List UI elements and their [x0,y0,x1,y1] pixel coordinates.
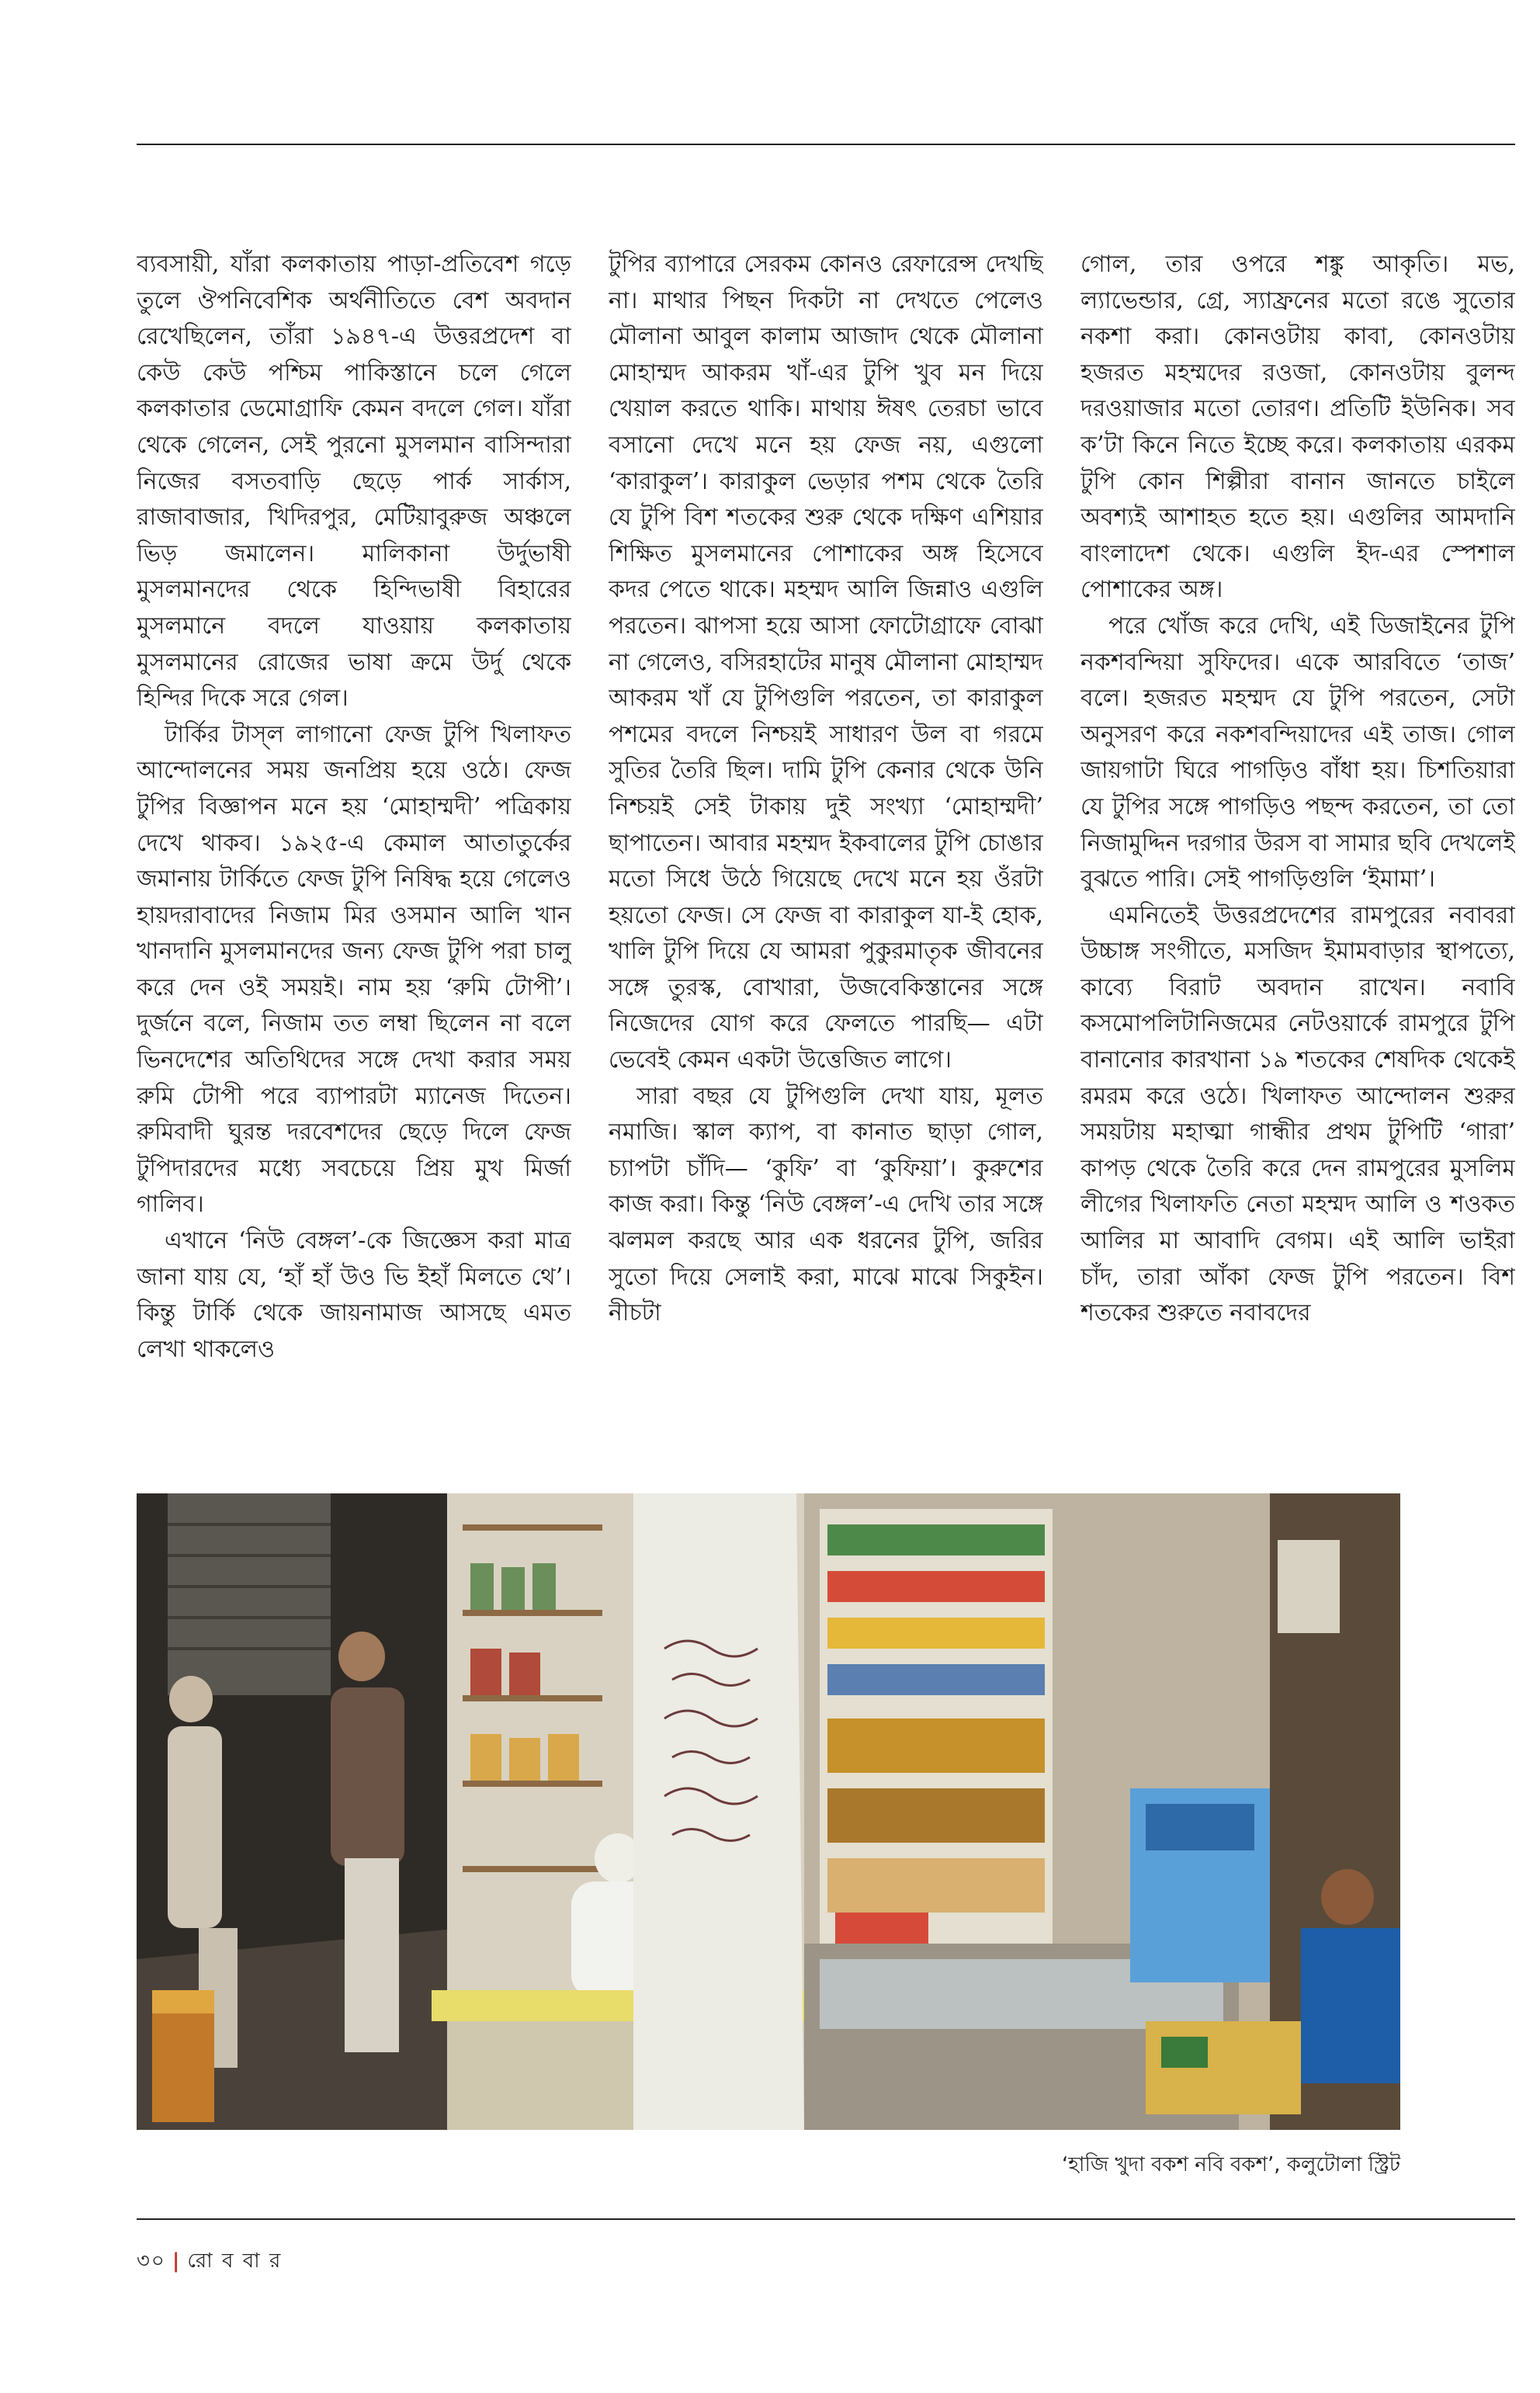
column-3 [1080,247,1515,1458]
page-number: ৩০ [137,2249,166,2273]
magazine-name: রো ব বা র [187,2249,283,2273]
photo-caption: ‘হাজি খুদা বকশ নবি বকশ’, কলুটোলা স্ট্রিট [1061,2153,1400,2176]
folio-separator: | [172,2249,182,2273]
article-body [137,247,1515,1458]
paragraph: এমনিতেই উত্তরপ্রদেশের রামপুরের নবাবরা উচ্চাঙ্গ সংগীতে, মসজিদ ইমামবাড়ার স্থাপত্যে, কাব্যে বিরাট অবদান রাখেন। নবাবি কসমোপলিটানিজমের নেটওয়ার্কে রামপুরে টুপি বানানোর কারখানা ১৯ শতকের শেষদিক থেকেই রমরম করে ওঠে। খিলাফত আন্দোলন শুরুর সময়টায় মহাত্মা গান্ধীর প্রথম টুপিটি ‘গারা’ কাপড় থেকে তৈরি করে দেন রামপুরের মুসলিম লীগের খিলাফতি নেতা মহম্মদ আলি ও শওকত আলির মা আবাদি বেগম। এই আলি ভাইরা চাঁদ, তারা আঁকা ফেজ টুপি পরতেন। বিশ শতকের শুরুতে নবাবদের [1080,901,1515,1327]
paragraph: এখানে ‘নিউ বেঙ্গল’-কে জিজ্ঞেস করা মাত্র জানা যায় যে, ‘হাঁ হাঁ উও ভি ইহাঁ মিলতে থে’। কিন্তু টার্কি থেকে জায়নামাজ আসছে এমত লেখা থাকলেও [137,1227,571,1363]
top-rule [137,144,1515,145]
paragraph: ব্যবসায়ী, যাঁরা কলকাতায় পাড়া-প্রতিবেশ গড়ে তুলে ঔপনিবেশিক অর্থনীতিতে বেশ অবদান রেখেছিলেন, তাঁরা ১৯৪৭-এ উত্তরপ্রদেশ বা কেউ কেউ পশ্চিম পাকিস্তানে চলে গেলে কলকাতার ডেমোগ্রাফি কেমন বদলে গেল। যাঁরা থেকে গেলেন, সেই পুরনো মুসলমান বাসিন্দারা নিজের বসতবাড়ি ছেড়ে পার্ক সার্কাস, রাজাবাজার, খিদিরপুর, মেটিয়াবুরুজ অঞ্চলে ভিড় জমালেন। মালিকানা উর্দুভাষী মুসলমানদের থেকে হিন্দিভাষী বিহারের মুসলমানে বদলে যাওয়ায় কলকাতায় মুসলমানের রোজের ভাষা ক্রমে উর্দু থেকে হিন্দির দিকে সরে গেল। [137,251,571,713]
paragraph: টার্কির টাস্‌ল লাগানো ফেজ টুপি খিলাফত আন্দোলনের সময় জনপ্রিয় হয়ে ওঠে। ফেজ টুপির বিজ্ঞাপন মনে হয় ‘মোহাম্মদী’ পত্রিকায় দেখে থাকব। ১৯২৫-এ কেমাল আতাতুর্কের জমানায় টার্কিতে ফেজ টুপি নিষিদ্ধ হয়ে গেলেও হায়দরাবাদের নিজাম মির ওসমান আলি খান খানদানি মুসলমানদের জন্য ফেজ টুপি পরা চালু করে দেন ওই সময়ই। নাম হয় ‘রুমি টোপী’। দুর্জনে বলে, নিজাম তত লম্বা ছিলেন না বলে ভিনদেশের অতিথিদের সঙ্গে দেখা করার সময় রুমি টোপী পরে ব্যাপারটা ম্যানেজ দিতেন। রুমিবাদী ঘুরন্ত দরবেশদের ছেড়ে দিলে ফেজ টুপিদারদের মধ্যে সবচেয়ে প্রিয় মুখ মির্জা গালিব। [137,720,571,1219]
paragraph: টুপির ব্যাপারে সেরকম কোনও রেফারেন্স দেখছি না। মাথার পিছন দিকটা না দেখতে পেলেও মৌলানা আবুল কালাম আজাদ থেকে মৌলানা মোহাম্মদ আকরম খাঁ-এর টুপি খুব মন দিয়ে খেয়াল করতে থাকি। মাথায় ঈষৎ তেরচা ভাবে বসানো দেখে মনে হয় ফেজ নয়, এগুলো ‘কারাকুল’। কারাকুল ভেড়ার পশম থেকে তৈরি যে টুপি বিশ শতকের শুরু থেকে দক্ষিণ এশিয়ার শিক্ষিত মুসলমানের পোশাকের অঙ্গ হিসেবে কদর পেতে থাকে। মহম্মদ আলি জিন্নাও এগুলি পরতেন। ঝাপসা হয়ে আসা ফোটোগ্রাফে বোঝা না গেলেও, বসিরহাটের মানুষ মৌলানা মোহাম্মদ আকরম খাঁ যে টুপিগুলি পরতেন, তা কারাকুল পশমের বদলে নিশ্চয়ই সাধারণ উল বা গরমে সুতির তৈরি ছিল। দামি টুপি কেনার থেকে উনি নিশ্চয়ই সেই টাকায় দুই সংখ্যা ‘মোহাম্মদী’ ছাপাতেন। আবার মহম্মদ ইকবালের টুপি চোঙার মতো সিধে উঠে গিয়েছে দেখে মনে হয় ওঁরটা হয়তো ফেজ। সে ফেজ বা কারাকুল যা-ই হোক, খালি টুপি দিয়ে যে আমরা পুকুরমাতৃক জীবনের সঙ্গে তুরস্ক, বোখারা, উজবেকিস্তানের সঙ্গে নিজেদের যোগ করে ফেলতে পারছি— এটা ভেবেই কেমন একটা উত্তেজিত লাগে। [609,251,1043,1074]
bottom-rule [137,2218,1515,2220]
paragraph: সারা বছর যে টুপিগুলি দেখা যায়, মূলত নমাজি। স্কাল ক্যাপ, বা কানাত ছাড়া গোল, চ্যাপটা চাঁদি— ‘কুফি’ বা ‘কুফিয়া’। কুরুশের কাজ করা। কিন্তু ‘নিউ বেঙ্গল’-এ দেখি তার সঙ্গে ঝলমল করছে আর এক ধরনের টুপি, জরির সুতো দিয়ে সেলাই করা, মাঝে মাঝে সিকুইন। নীচটা [609,1082,1043,1327]
folio [137,2245,282,2279]
shop-photo [137,1493,1400,2130]
shop-photo-illustration [137,1493,1400,2130]
column-2 [609,247,1043,1458]
paragraph: গোল, তার ওপরে শঙ্কু আকৃতি। মভ, ল্যাভেন্ডার, গ্রে, স্যাফ্রনের মতো রঙে সুতোর নকশা করা। কোনওটায় কাবা, কোনওটায় হজরত মহম্মদের রওজা, কোনওটায় বুলন্দ দরওয়াজার মতো তোরণ। প্রতিটি ইউনিক। সব ক’টা কিনে নিতে ইচ্ছে করে। কলকাতায় এরকম টুপি কোন শিল্পীরা বানান জানতে চাইলে অবশ্যই আশাহত হতে হয়। এগুলির আমদানি বাংলাদেশ থেকে। এগুলি ইদ-এর স্পেশাল পোশাকের অঙ্গ। [1080,251,1515,604]
column-1 [137,247,571,1458]
paragraph: পরে খোঁজ করে দেখি, এই ডিজাইনের টুপি নকশবন্দিয়া সুফিদের। একে আরবিতে ‘তাজ’ বলে। হজরত মহম্মদ যে টুপি পরতেন, সেটা অনুসরণ করে নকশবন্দিয়াদের এই তাজ। গোল জায়গাটা ঘিরে পাগড়িও বাঁধা হয়। চিশতিয়ারা যে টুপির সঙ্গে পাগড়িও পছন্দ করতেন, তা তো নিজামুদ্দিন দরগার উরস বা সামার ছবি দেখলেই বুঝতে পারি। সেই পাগড়িগুলি ‘ইমামা’। [1080,612,1515,893]
